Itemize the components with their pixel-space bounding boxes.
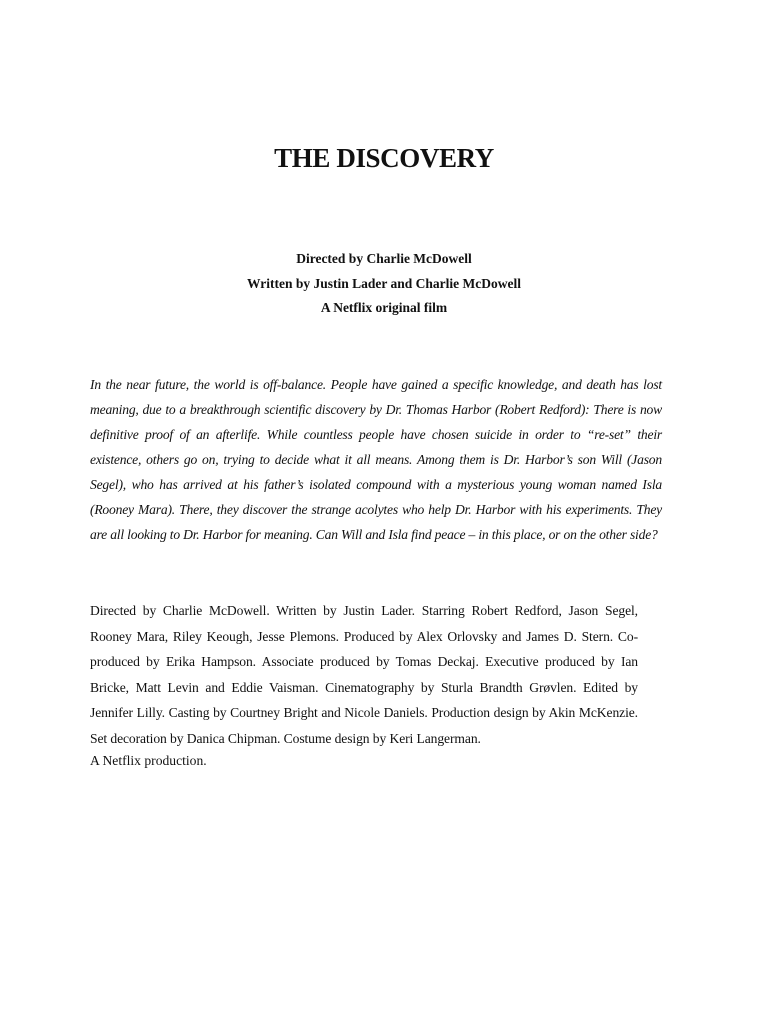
credit-writers: Written by Justin Lader and Charlie McDowell	[246, 275, 521, 291]
document-title: THE DISCOVERY	[274, 143, 494, 173]
synopsis-paragraph: In the near future, the world is off-balance. People have gained a specific knowledge, and death has lost meaning, due to a breakthrough scientific discovery by Dr. Thomas Harbor (Robert Redford): There is now definitive proof of an afterlife. While countless people have chosen suicide in order to “re-set” their existence, others go on, trying to decide what it all means. Among them is Dr. Harbor’s son Will (Jason Segel), who has arrived at his father’s isolated compound with a mysterious young woman named Isla (Rooney Mara). There, they discover the strange acolytes who help Dr. Harbor with his experiments. They are all looking to Dr. Harbor for meaning. Can Will and Isla find peace – in this place, or on the other side?	[90, 377, 662, 542]
credit-studio: A Netflix original film	[320, 300, 448, 315]
credit-director: Directed by Charlie McDowell	[296, 251, 472, 266]
credits-block	[0, 247, 768, 321]
crew-paragraph: Directed by Charlie McDowell. Written by Justin Lader. Starring Robert Redford, Jason Segel, Rooney Mara, Riley Keough, Jesse Plemons. Produced by Alex Orlovsky and James D. Stern. Co-produced by Erika Hampson. Associate produced by Tomas Deckaj. Executive produced by Ian Bricke, Matt Levin and Eddie Vaisman. Cinematography by Sturla Brandth Grøvlen. Edited by Jennifer Lilly. Casting by Courtney Bright and Nicole Daniels. Production design by Akin McKenzie. Set decoration by Danica Chipman. Costume design by Keri Langerman.	[90, 603, 638, 746]
production-line: A Netflix production.	[90, 753, 207, 768]
